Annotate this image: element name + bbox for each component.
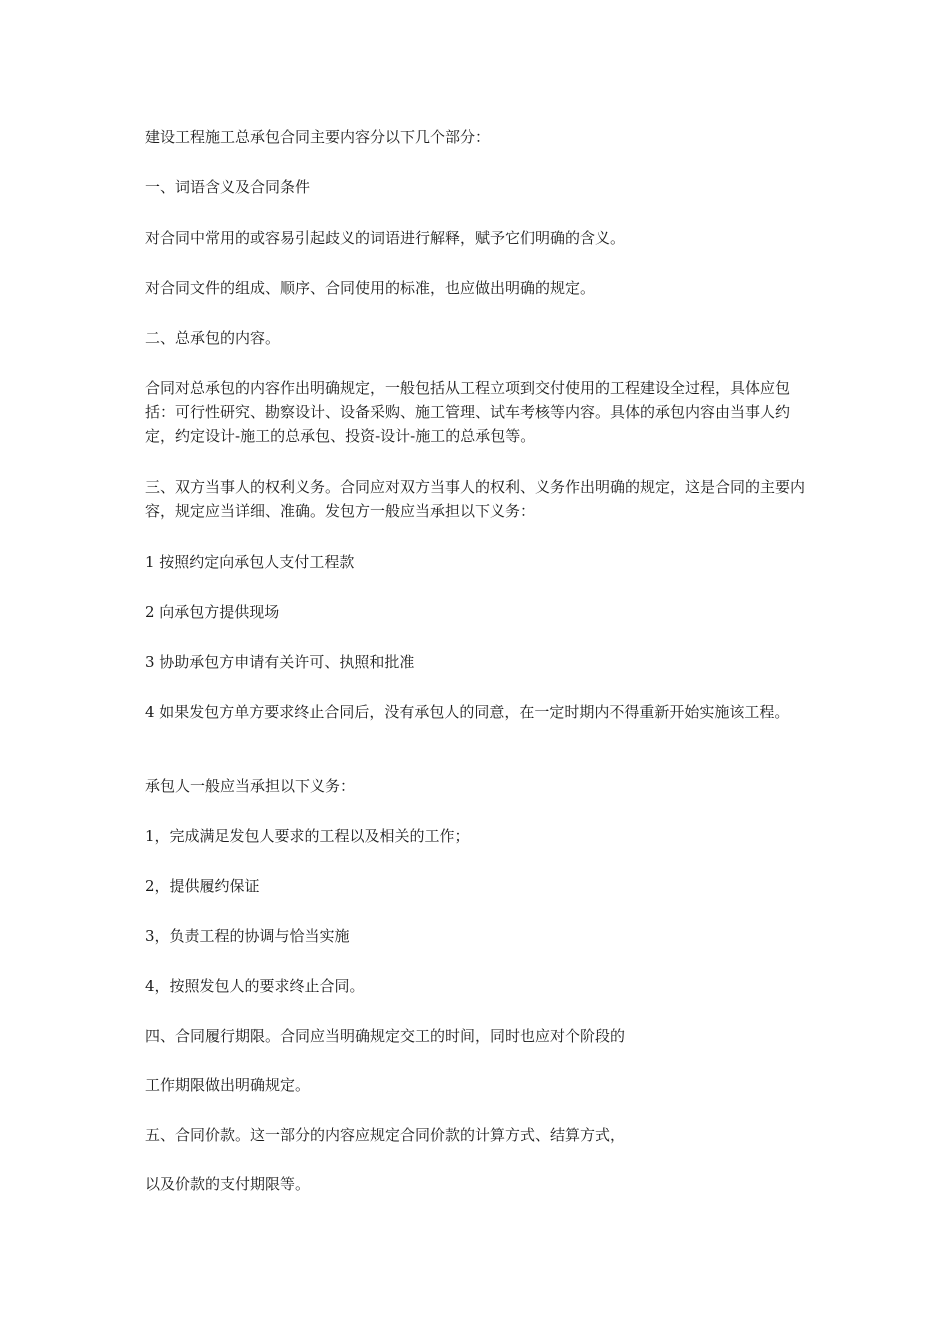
section-heading-5: 五、合同价款。这一部分的内容应规定合同价款的计算方式、结算方式， (145, 1126, 626, 1144)
list-item: 4，按照发包人的要求终止合同。 (145, 977, 365, 995)
paragraph: 合同对总承包的内容作出明确规定，一般包括从工程立项到交付使用的工程建设全过程，具体应包括：可行性研究、勘察设计、设备采购、施工管理、试车考核等内容。具体的承包内容由当事人约定，约定设计-施工的总承包、投资-设计-施工的总承包等。 (145, 379, 791, 445)
list-item: 2，提供履约保证 (145, 877, 260, 895)
section-heading-2: 二、总承包的内容。 (145, 329, 281, 347)
list-item: 2 向承包方提供现场 (145, 603, 280, 621)
paragraph: 承包人一般应当承担以下义务： (145, 777, 356, 795)
paragraph: 对合同文件的组成、顺序、合同使用的标准，也应做出明确的规定。 (145, 279, 596, 297)
section-heading-1: 一、词语含义及合同条件 (145, 178, 311, 196)
paragraph: 对合同中常用的或容易引起歧义的词语进行解释，赋予它们明确的含义。 (145, 229, 626, 247)
section-heading-3: 三、双方当事人的权利义务。合同应对双方当事人的权利、义务作出明确的规定，这是合同的主要内容，规定应当详细、准确。发包方一般应当承担以下义务： (145, 478, 806, 520)
section-heading-4: 四、合同履行期限。合同应当明确规定交工的时间，同时也应对个阶段的 (145, 1027, 626, 1045)
paragraph: 工作期限做出明确规定。 (145, 1076, 311, 1094)
list-item: 1，完成满足发包人要求的工程以及相关的工作； (145, 827, 470, 845)
list-item: 3 协助承包方申请有关许可、执照和批准 (145, 653, 415, 671)
list-item: 4 如果发包方单方要求终止合同后，没有承包人的同意，在一定时期内不得重新开始实施该工程。 (145, 703, 790, 721)
paragraph: 以及价款的支付期限等。 (145, 1175, 311, 1193)
list-item: 1 按照约定向承包人支付工程款 (145, 553, 355, 571)
list-item: 3，负责工程的协调与恰当实施 (145, 927, 350, 945)
intro-paragraph: 建设工程施工总承包合同主要内容分以下几个部分： (145, 128, 491, 146)
